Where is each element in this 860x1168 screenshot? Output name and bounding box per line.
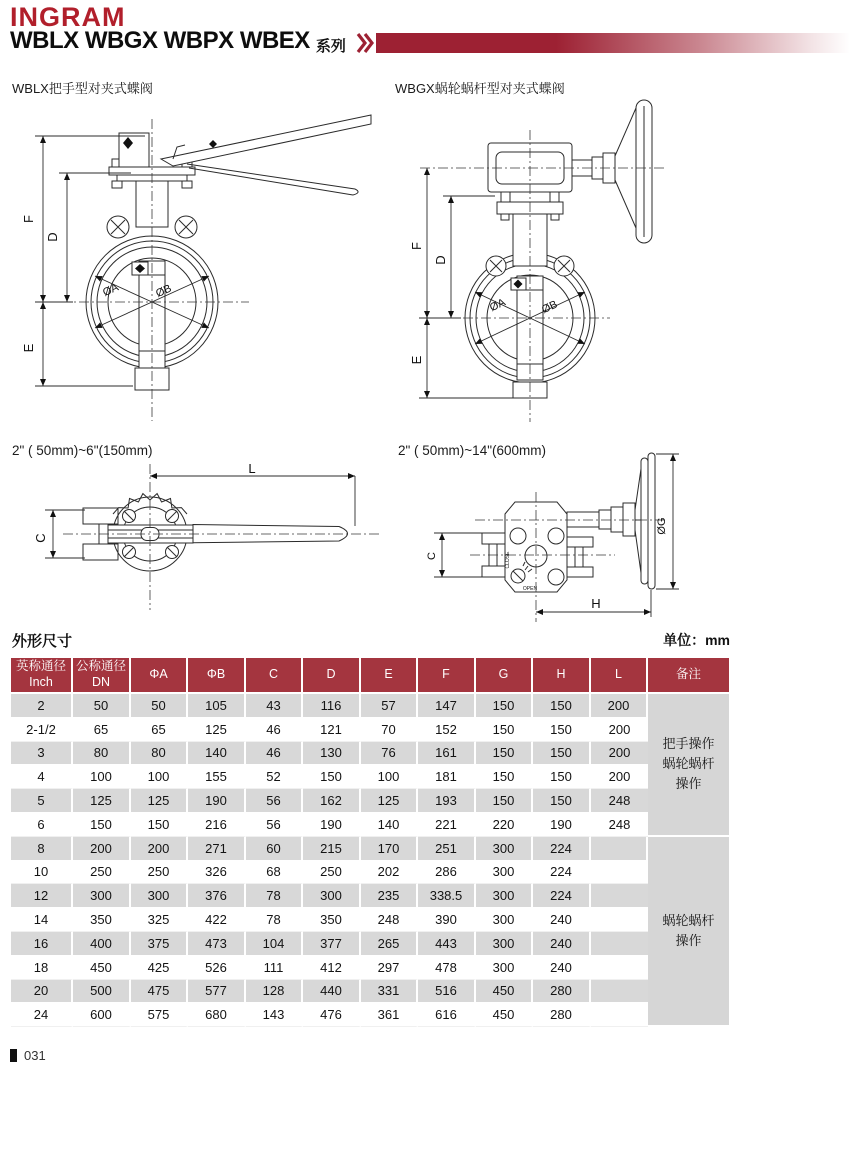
page-footer: [10, 1048, 46, 1063]
dim-label-phi-a: ØA: [101, 281, 121, 299]
table-cell: 125: [73, 789, 131, 813]
table-row: [11, 908, 729, 932]
table-cell: 297: [361, 956, 418, 980]
table-cell: 68: [246, 861, 303, 885]
table-cell: 105: [188, 694, 246, 718]
table-cell: 240: [533, 908, 591, 932]
table-cell: 680: [188, 1003, 246, 1027]
table-cell: 443: [418, 932, 476, 956]
table-cell: 190: [303, 813, 361, 837]
col-header-d: D: [303, 658, 361, 694]
table-cell: 4: [11, 765, 73, 789]
remark-cell: 把手操作 蜗轮蜗杆 操作: [648, 694, 729, 837]
table-cell: 70: [361, 718, 418, 742]
table-cell: 190: [533, 813, 591, 837]
table-cell: 125: [188, 718, 246, 742]
table-cell: 78: [246, 884, 303, 908]
table-cell: 50: [73, 694, 131, 718]
dim-label-d: D: [45, 232, 60, 242]
table-cell: 224: [533, 837, 591, 861]
table-cell: 190: [188, 789, 246, 813]
table-cell: 235: [361, 884, 418, 908]
table-cell: 326: [188, 861, 246, 885]
table-cell: 575: [131, 1003, 188, 1027]
col-header-text: 英称通径: [15, 659, 66, 674]
table-cell: 422: [188, 908, 246, 932]
table-cell: 478: [418, 956, 476, 980]
header-banner: [376, 33, 850, 53]
table-cell: 375: [131, 932, 188, 956]
table-cell: 202: [361, 861, 418, 885]
footer-bar-icon: [10, 1049, 17, 1062]
table-cell: 215: [303, 837, 361, 861]
table-row: [11, 765, 729, 789]
table-cell: 425: [131, 956, 188, 980]
table-cell: 152: [418, 718, 476, 742]
col-header-c: C: [246, 658, 303, 694]
dimensions-table: [11, 658, 729, 1027]
table-cell: 300: [476, 884, 533, 908]
series-title: WBLX WBGX WBPX WBEX: [10, 27, 310, 54]
table-cell: 200: [591, 742, 648, 766]
table-cell: 200: [591, 718, 648, 742]
table-cell: 10: [11, 861, 73, 885]
dim-label-f: F: [409, 242, 424, 250]
table-cell: 150: [533, 742, 591, 766]
table-cell: 56: [246, 789, 303, 813]
table-cell: 76: [361, 742, 418, 766]
table-cell: 450: [73, 956, 131, 980]
table-cell: 390: [418, 908, 476, 932]
table-cell: 200: [591, 765, 648, 789]
wblx-size-range-label: 2" ( 50mm)~6"(150mm): [12, 443, 153, 458]
table-row: [11, 718, 729, 742]
dim-label-f: F: [21, 215, 36, 223]
dim-label-l: L: [248, 462, 256, 476]
table-cell: 240: [533, 956, 591, 980]
table-cell: 250: [73, 861, 131, 885]
table-cell: 78: [246, 908, 303, 932]
col-header-dn: [73, 658, 131, 694]
table-cell: 100: [361, 765, 418, 789]
wbgx-size-range-label: 2" ( 50mm)~14"(600mm): [398, 443, 546, 458]
table-cell: 331: [361, 980, 418, 1004]
table-cell: 2-1/2: [11, 718, 73, 742]
table-cell: 200: [131, 837, 188, 861]
table-cell: [591, 932, 648, 956]
table-cell: 20: [11, 980, 73, 1004]
col-header-inch: [11, 658, 73, 694]
wblx-front-view-drawing: [15, 103, 385, 423]
dimensions-section-title: 外形尺寸: [12, 633, 73, 650]
table-cell: 450: [476, 1003, 533, 1027]
table-cell: 240: [533, 932, 591, 956]
table-cell: 473: [188, 932, 246, 956]
table-cell: 577: [188, 980, 246, 1004]
table-cell: 100: [131, 765, 188, 789]
table-cell: 475: [131, 980, 188, 1004]
table-cell: 181: [418, 765, 476, 789]
table-cell: 300: [476, 908, 533, 932]
col-header-g: G: [476, 658, 533, 694]
table-cell: 57: [361, 694, 418, 718]
table-cell: 5: [11, 789, 73, 813]
col-header-h: H: [533, 658, 591, 694]
table-cell: 376: [188, 884, 246, 908]
col-header-l: L: [591, 658, 648, 694]
dial-close-label: CLOSE: [505, 551, 511, 569]
table-cell: 46: [246, 718, 303, 742]
col-header-text: Inch: [29, 675, 53, 689]
table-row: [11, 956, 729, 980]
table-cell: 224: [533, 884, 591, 908]
table-row: [11, 813, 729, 837]
table-cell: 200: [591, 694, 648, 718]
table-cell: 476: [303, 1003, 361, 1027]
table-cell: 616: [418, 1003, 476, 1027]
table-cell: 150: [476, 742, 533, 766]
table-cell: 516: [418, 980, 476, 1004]
table-cell: 412: [303, 956, 361, 980]
table-cell: 265: [361, 932, 418, 956]
table-cell: 52: [246, 765, 303, 789]
dim-label-phi-g: ØG: [656, 517, 668, 535]
table-cell: 526: [188, 956, 246, 980]
table-cell: 18: [11, 956, 73, 980]
wblx-drawing-label: WBLX把手型对夹式蝶阀: [12, 81, 153, 96]
table-cell: 300: [131, 884, 188, 908]
wblx-top-view-drawing: [15, 462, 385, 612]
table-cell: 6: [11, 813, 73, 837]
table-cell: 150: [476, 789, 533, 813]
table-cell: 220: [476, 813, 533, 837]
col-header-text: DN: [91, 675, 111, 689]
table-cell: 12: [11, 884, 73, 908]
table-cell: 140: [361, 813, 418, 837]
table-cell: 150: [476, 694, 533, 718]
table-cell: 150: [131, 813, 188, 837]
table-cell: 65: [73, 718, 131, 742]
dim-label-phi-b: ØB: [154, 282, 174, 300]
table-row: [11, 932, 729, 956]
table-cell: 216: [188, 813, 246, 837]
table-row: [11, 837, 729, 861]
table-cell: [591, 861, 648, 885]
table-cell: 450: [476, 980, 533, 1004]
col-header-phi-a: ΦA: [131, 658, 188, 694]
table-row: [11, 694, 729, 718]
series-title-row: [10, 27, 850, 55]
table-cell: 3: [11, 742, 73, 766]
table-row: [11, 1003, 729, 1027]
table-cell: 111: [246, 956, 303, 980]
table-cell: 280: [533, 980, 591, 1004]
table-cell: 150: [533, 694, 591, 718]
table-cell: 170: [361, 837, 418, 861]
page-number: 031: [24, 1048, 46, 1063]
brand-logo: INGRAM: [10, 2, 126, 32]
table-cell: 147: [418, 694, 476, 718]
dim-label-d: D: [433, 255, 448, 265]
table-cell: 248: [591, 813, 648, 837]
table-cell: 221: [418, 813, 476, 837]
table-cell: [591, 837, 648, 861]
table-cell: 80: [73, 742, 131, 766]
table-cell: 80: [131, 742, 188, 766]
table-cell: 16: [11, 932, 73, 956]
table-cell: 104: [246, 932, 303, 956]
table-cell: [591, 884, 648, 908]
table-cell: 143: [246, 1003, 303, 1027]
table-cell: 8: [11, 837, 73, 861]
table-header-row: [11, 658, 729, 694]
table-cell: 150: [73, 813, 131, 837]
col-header-text: 公称通径: [75, 659, 126, 674]
table-cell: 100: [73, 765, 131, 789]
table-cell: 300: [476, 932, 533, 956]
table-cell: 56: [246, 813, 303, 837]
table-cell: 300: [73, 884, 131, 908]
table-cell: 300: [303, 884, 361, 908]
table-cell: 300: [476, 837, 533, 861]
table-cell: 50: [131, 694, 188, 718]
table-cell: [591, 908, 648, 932]
wbgx-top-view-drawing: [420, 450, 720, 635]
chevron-icon: [356, 32, 374, 54]
table-cell: 150: [533, 765, 591, 789]
table-cell: [591, 956, 648, 980]
table-cell: 130: [303, 742, 361, 766]
col-header-e: E: [361, 658, 418, 694]
table-cell: 224: [533, 861, 591, 885]
table-cell: 2: [11, 694, 73, 718]
table-cell: 200: [73, 837, 131, 861]
remark-cell: 蜗轮蜗杆 操作: [648, 837, 729, 1027]
table-cell: 338.5: [418, 884, 476, 908]
table-cell: 250: [131, 861, 188, 885]
table-cell: 300: [476, 861, 533, 885]
table-cell: 248: [591, 789, 648, 813]
table-cell: 250: [303, 861, 361, 885]
wbgx-drawing-label: WBGX蜗轮蜗杆型对夹式蝶阀: [395, 81, 565, 96]
table-cell: 286: [418, 861, 476, 885]
table-cell: [591, 1003, 648, 1027]
table-cell: 150: [476, 765, 533, 789]
table-cell: 150: [533, 718, 591, 742]
table-cell: 440: [303, 980, 361, 1004]
table-cell: 400: [73, 932, 131, 956]
table-cell: 24: [11, 1003, 73, 1027]
table-cell: 150: [533, 789, 591, 813]
table-row: [11, 789, 729, 813]
table-cell: 128: [246, 980, 303, 1004]
table-cell: 140: [188, 742, 246, 766]
table-cell: 350: [303, 908, 361, 932]
table-cell: 43: [246, 694, 303, 718]
table-cell: 125: [131, 789, 188, 813]
table-cell: 500: [73, 980, 131, 1004]
table-cell: [591, 980, 648, 1004]
table-cell: 150: [476, 718, 533, 742]
table-cell: 361: [361, 1003, 418, 1027]
col-header-phi-b: ΦB: [188, 658, 246, 694]
dim-label-h: H: [591, 596, 601, 611]
dim-label-c: C: [33, 533, 48, 543]
table-cell: 251: [418, 837, 476, 861]
table-row: [11, 742, 729, 766]
table-cell: 46: [246, 742, 303, 766]
dimensions-table-body: [11, 694, 729, 1027]
dim-label-phi-a: ØA: [487, 296, 508, 315]
table-row: [11, 980, 729, 1004]
unit-label: 单位：mm: [663, 632, 730, 648]
dim-label-e: E: [409, 355, 424, 365]
table-cell: 248: [361, 908, 418, 932]
table-cell: 14: [11, 908, 73, 932]
table-cell: 125: [361, 789, 418, 813]
col-header-remark: 备注: [648, 658, 729, 694]
table-cell: 600: [73, 1003, 131, 1027]
table-cell: 162: [303, 789, 361, 813]
table-cell: 350: [73, 908, 131, 932]
dim-label-phi-b: ØB: [539, 298, 560, 317]
table-cell: 60: [246, 837, 303, 861]
table-cell: 155: [188, 765, 246, 789]
table-cell: 65: [131, 718, 188, 742]
table-cell: 271: [188, 837, 246, 861]
table-cell: 377: [303, 932, 361, 956]
table-cell: 193: [418, 789, 476, 813]
table-cell: 150: [303, 765, 361, 789]
dial-open-label: OPEN: [522, 586, 538, 592]
table-cell: 300: [476, 956, 533, 980]
table-row: [11, 884, 729, 908]
table-cell: 161: [418, 742, 476, 766]
dim-label-c: C: [426, 552, 438, 560]
col-header-f: F: [418, 658, 476, 694]
series-suffix: 系列: [315, 37, 346, 55]
table-cell: 116: [303, 694, 361, 718]
table-cell: 280: [533, 1003, 591, 1027]
dim-label-e: E: [21, 343, 36, 353]
table-cell: 325: [131, 908, 188, 932]
wbgx-front-view-drawing: [405, 96, 705, 426]
table-cell: 121: [303, 718, 361, 742]
table-row: [11, 861, 729, 885]
